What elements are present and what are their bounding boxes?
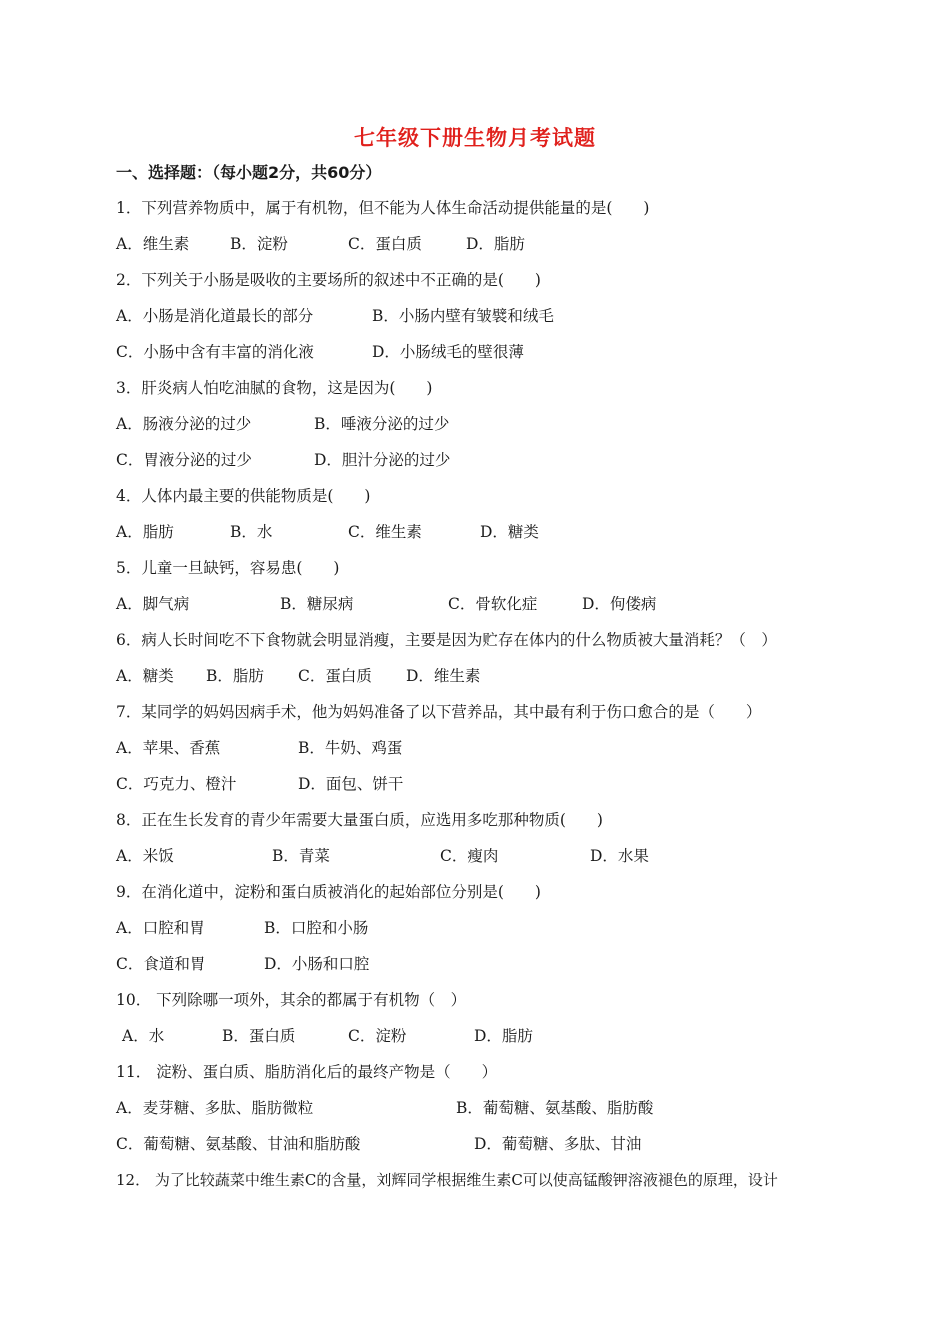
question-3: 3．肝炎病人怕吃油腻的食物，这是因为( ) [116,379,433,397]
q8-option-d: D．水果 [590,847,649,865]
q7-option-a: A．苹果、香蕉 [116,739,221,757]
question-4: 4．人体内最主要的供能物质是( ) [116,487,371,505]
q11-option-b: B．葡萄糖、氨基酸、脂肪酸 [456,1099,654,1117]
question-2: 2．下列关于小肠是吸收的主要场所的叙述中不正确的是( ) [116,271,541,289]
q5-option-a: A．脚气病 [116,595,190,613]
q10-option-b: B．蛋白质 [222,1027,296,1045]
q5-option-c: C．骨软化症 [448,595,538,613]
q4-option-c: C．维生素 [348,523,422,541]
q9-option-a: A．口腔和胃 [116,919,205,937]
q3-option-a: A．肠液分泌的过少 [116,415,252,433]
q3-option-b: B．唾液分泌的过少 [314,415,450,433]
q10-option-d: D．脂肪 [474,1027,533,1045]
q2-option-b: B．小肠内壁有皱襞和绒毛 [372,307,554,325]
q4-option-a: A．脂肪 [116,523,174,541]
q9-option-d: D．小肠和口腔 [264,955,370,973]
q1-option-d: D．脂肪 [466,235,525,253]
q2-option-a: A．小肠是消化道最长的部分 [116,307,314,325]
q10-option-c: C．淀粉 [348,1027,407,1045]
question-7: 7．某同学的妈妈因病手术，他为妈妈准备了以下营养品，其中最有利于伤口愈合的是（ ） [116,703,762,721]
question-8: 8．正在生长发育的青少年需要大量蛋白质，应选用多吃那种物质( ) [116,811,603,829]
q6-option-d: D．维生素 [406,667,481,685]
q8-option-b: B．青菜 [272,847,330,865]
question-1: 1．下列营养物质中，属于有机物，但不能为人体生命活动提供能量的是( ) [116,199,650,217]
q9-option-b: B．口腔和小肠 [264,919,369,937]
q11-option-d: D．葡萄糖、多肽、甘油 [474,1135,642,1153]
q7-option-d: D．面包、饼干 [298,775,404,793]
q1-option-b: B．淀粉 [230,235,288,253]
exam-title: 七年级下册生物月考试题 [354,126,596,150]
question-5: 5．儿童一旦缺钙，容易患( ) [116,559,340,577]
q1-option-a: A．维生素 [116,235,190,253]
q6-option-b: B．脂肪 [206,667,264,685]
q8-option-a: A．米饭 [116,847,174,865]
q6-option-c: C．蛋白质 [298,667,372,685]
question-6: 6．病人长时间吃不下食物就会明显消瘦，主要是因为贮存在体内的什么物质被大量消耗？（ ） [116,631,777,649]
q1-option-c: C．蛋白质 [348,235,422,253]
q4-option-d: D．糖类 [480,523,539,541]
q7-option-c: C．巧克力、橙汁 [116,775,237,793]
q10-option-a: A．水 [122,1027,165,1045]
question-11: 11． 淀粉、蛋白质、脂肪消化后的最终产物是（ ） [116,1063,498,1081]
q3-option-d: D．胆汁分泌的过少 [314,451,451,469]
q9-option-c: C．食道和胃 [116,955,206,973]
q8-option-c: C．瘦肉 [440,847,499,865]
q2-option-d: D．小肠绒毛的壁很薄 [372,343,524,361]
question-9: 9．在消化道中，淀粉和蛋白质被消化的起始部位分别是( ) [116,883,541,901]
q11-option-a: A．麦芽糖、多肽、脂肪微粒 [116,1099,314,1117]
section-heading: 一、选择题：（每小题2分，共60分） [116,163,382,182]
q2-option-c: C．小肠中含有丰富的消化液 [116,343,314,361]
q5-option-b: B．糖尿病 [280,595,354,613]
q5-option-d: D．佝偻病 [582,595,657,613]
question-10: 10． 下列除哪一项外，其余的都属于有机物（ ） [116,991,467,1009]
q11-option-c: C．葡萄糖、氨基酸、甘油和脂肪酸 [116,1135,361,1153]
q3-option-c: C．胃液分泌的过少 [116,451,252,469]
question-12: 12． 为了比较蔬菜中维生素C的含量，刘辉同学根据维生素C可以使高锰酸钾溶液褪色的原理，设计 [116,1171,778,1189]
q6-option-a: A．糖类 [116,667,174,685]
q7-option-b: B．牛奶、鸡蛋 [298,739,403,757]
q4-option-b: B．水 [230,523,273,541]
